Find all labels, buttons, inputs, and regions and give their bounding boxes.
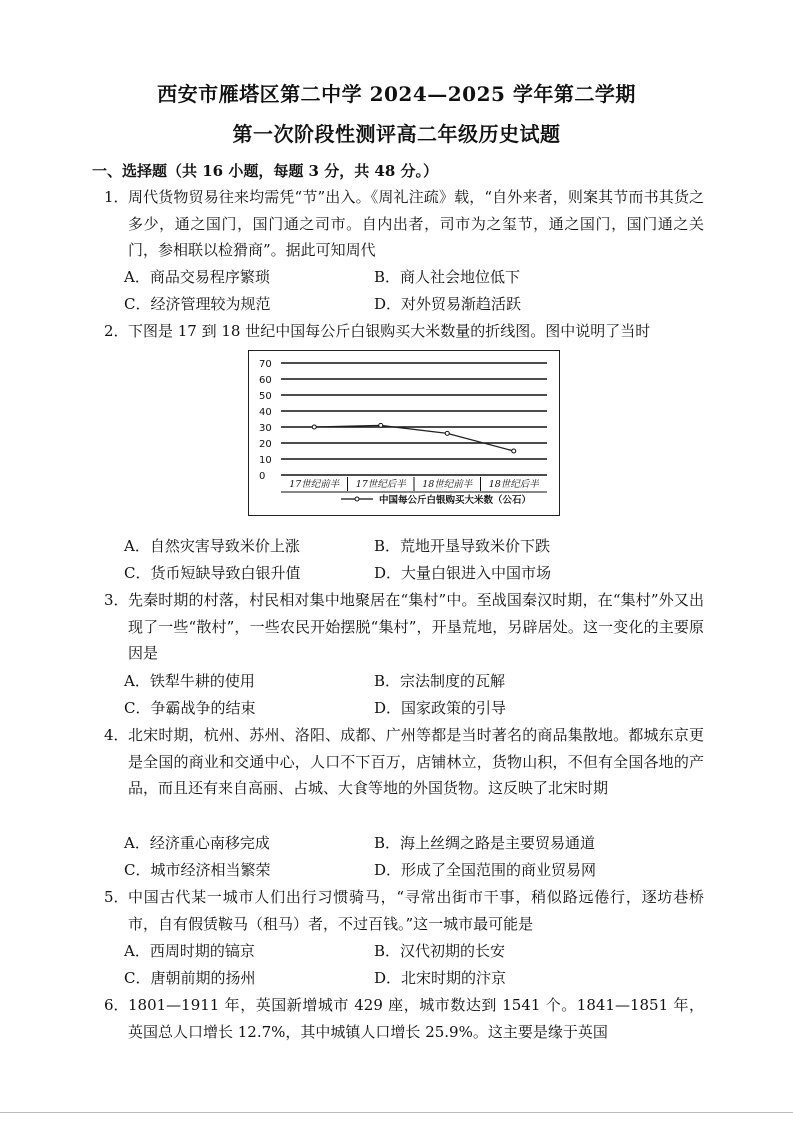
line-chart bbox=[249, 351, 559, 515]
x-tick-label: 18世纪后半 bbox=[488, 479, 539, 490]
option-c[interactable]: C．城市经济相当繁荣 bbox=[124, 860, 271, 879]
option-b[interactable]: B．汉代初期的长安 bbox=[374, 942, 506, 960]
page-bottom-divider bbox=[0, 1112, 793, 1113]
data-point bbox=[379, 423, 383, 427]
question-6 bbox=[104, 992, 704, 1045]
page-title-line2: 第一次阶段性测评高二年级历史试题 bbox=[232, 122, 561, 146]
question-2-options bbox=[124, 533, 684, 586]
y-tick-label: 50 bbox=[259, 391, 272, 402]
option-d[interactable]: D．国家政策的引导 bbox=[374, 698, 507, 717]
y-tick-label: 0 bbox=[259, 471, 266, 482]
question-text: 1801—1911 年，英国新增城市 429 座，城市数达到 1541 个。1841—1851 年，英国总人口增长 12.7%，其中城镇人口增长 25.9%。这主要是缘于英国 bbox=[128, 996, 704, 1041]
question-3-options bbox=[124, 668, 684, 721]
question-5 bbox=[104, 884, 704, 937]
section-heading: 一、选择题（共 16 小题，每题 3 分，共 48 分。） bbox=[92, 162, 439, 180]
question-2 bbox=[104, 318, 704, 345]
y-tick-label: 40 bbox=[259, 407, 272, 418]
series-line bbox=[314, 425, 514, 451]
option-c[interactable]: C．争霸战争的结束 bbox=[124, 698, 256, 717]
option-d[interactable]: D．形成了全国范围的商业贸易网 bbox=[374, 860, 597, 879]
question-4 bbox=[104, 722, 704, 802]
option-a[interactable]: A．自然灾害导致米价上涨 bbox=[124, 537, 300, 555]
question-number: 4． bbox=[104, 726, 129, 744]
question-number: 3． bbox=[104, 591, 129, 609]
option-a[interactable]: A．经济重心南移完成 bbox=[124, 834, 270, 852]
question-number: 6． bbox=[104, 996, 129, 1014]
option-a[interactable]: A．商品交易程序繁琐 bbox=[124, 268, 270, 286]
question-number: 2． bbox=[104, 322, 129, 340]
question-1-options bbox=[124, 264, 684, 317]
question-text: 下图是 17 到 18 世纪中国每公斤白银购买大米数量的折线图。图中说明了当时 bbox=[128, 322, 651, 340]
rice-price-chart bbox=[248, 350, 560, 516]
option-c[interactable]: C．唐朝前期的扬州 bbox=[124, 968, 256, 987]
y-tick-label: 60 bbox=[259, 375, 272, 386]
question-number: 5． bbox=[104, 888, 129, 906]
option-d[interactable]: D．大量白银进入中国市场 bbox=[374, 563, 552, 582]
question-text: 北宋时期，杭州、苏州、洛阳、成都、广州等都是当时著名的商品集散地。都城东京更是全国的商业和交通中心，人口不下百万，店铺林立，货物山积，不但有全国各地的产品，而且还有来自高丽、占城、大食等地的外国货物。这反映了北宋时期 bbox=[128, 726, 704, 797]
option-b[interactable]: B．荒地开垦导致米价下跌 bbox=[374, 537, 551, 555]
question-1 bbox=[104, 184, 704, 264]
legend-label: 中国每公斤白银购买大米数（公石） bbox=[379, 495, 532, 506]
y-tick-label: 70 bbox=[259, 359, 272, 370]
y-tick-label: 10 bbox=[259, 455, 272, 466]
question-4-options bbox=[124, 830, 684, 883]
option-a[interactable]: A．西周时期的镐京 bbox=[124, 942, 255, 960]
x-tick-label: 17世纪前半 bbox=[289, 479, 340, 490]
question-text: 先秦时期的村落，村民相对集中地聚居在“集村”中。至战国秦汉时期，在“集村”外又出现了一些“散村”，一些农民开始摆脱“集村”，开垦荒地，另辟居处。这一变化的主要原因是 bbox=[128, 591, 704, 662]
page-title-line1: 西安市雁塔区第二中学 2024—2025 学年第二学期 bbox=[157, 82, 636, 106]
option-b[interactable]: B．海上丝绸之路是主要贸易通道 bbox=[374, 834, 596, 852]
question-text: 中国古代某一城市人们出行习惯骑马，“寻常出街市干事，稍似路远倦行，逐坊巷桥市，自有假赁鞍马（租马）者，不过百钱。”这一城市最可能是 bbox=[128, 888, 704, 933]
legend-marker bbox=[355, 497, 359, 501]
question-5-options bbox=[124, 938, 684, 991]
y-tick-label: 30 bbox=[259, 423, 272, 434]
option-a[interactable]: A．铁犁牛耕的使用 bbox=[124, 672, 255, 690]
question-number: 1． bbox=[104, 188, 129, 206]
question-text: 周代货物贸易往来均需凭“节”出入。《周礼注疏》载，“自外来者，则案其节而书其货之多少，通之国门，国门通之司市。自内出者，司市为之玺节，通之国门，国门通之关门，参相联以检猾商”。据此可知周代 bbox=[128, 188, 704, 259]
option-b[interactable]: B．宗法制度的瓦解 bbox=[374, 672, 506, 690]
option-d[interactable]: D．北宋时期的汴京 bbox=[374, 968, 507, 987]
x-tick-label: 17世纪后半 bbox=[355, 479, 406, 490]
option-d[interactable]: D．对外贸易渐趋活跃 bbox=[374, 294, 522, 313]
x-tick-label: 18世纪前半 bbox=[422, 479, 473, 490]
data-point bbox=[445, 431, 449, 435]
option-b[interactable]: B．商人社会地位低下 bbox=[374, 268, 521, 286]
option-c[interactable]: C．货币短缺导致白银升值 bbox=[124, 563, 301, 582]
data-point bbox=[512, 449, 516, 453]
option-c[interactable]: C．经济管理较为规范 bbox=[124, 294, 271, 313]
data-point bbox=[312, 425, 316, 429]
y-tick-label: 20 bbox=[259, 439, 272, 450]
question-3 bbox=[104, 587, 704, 667]
